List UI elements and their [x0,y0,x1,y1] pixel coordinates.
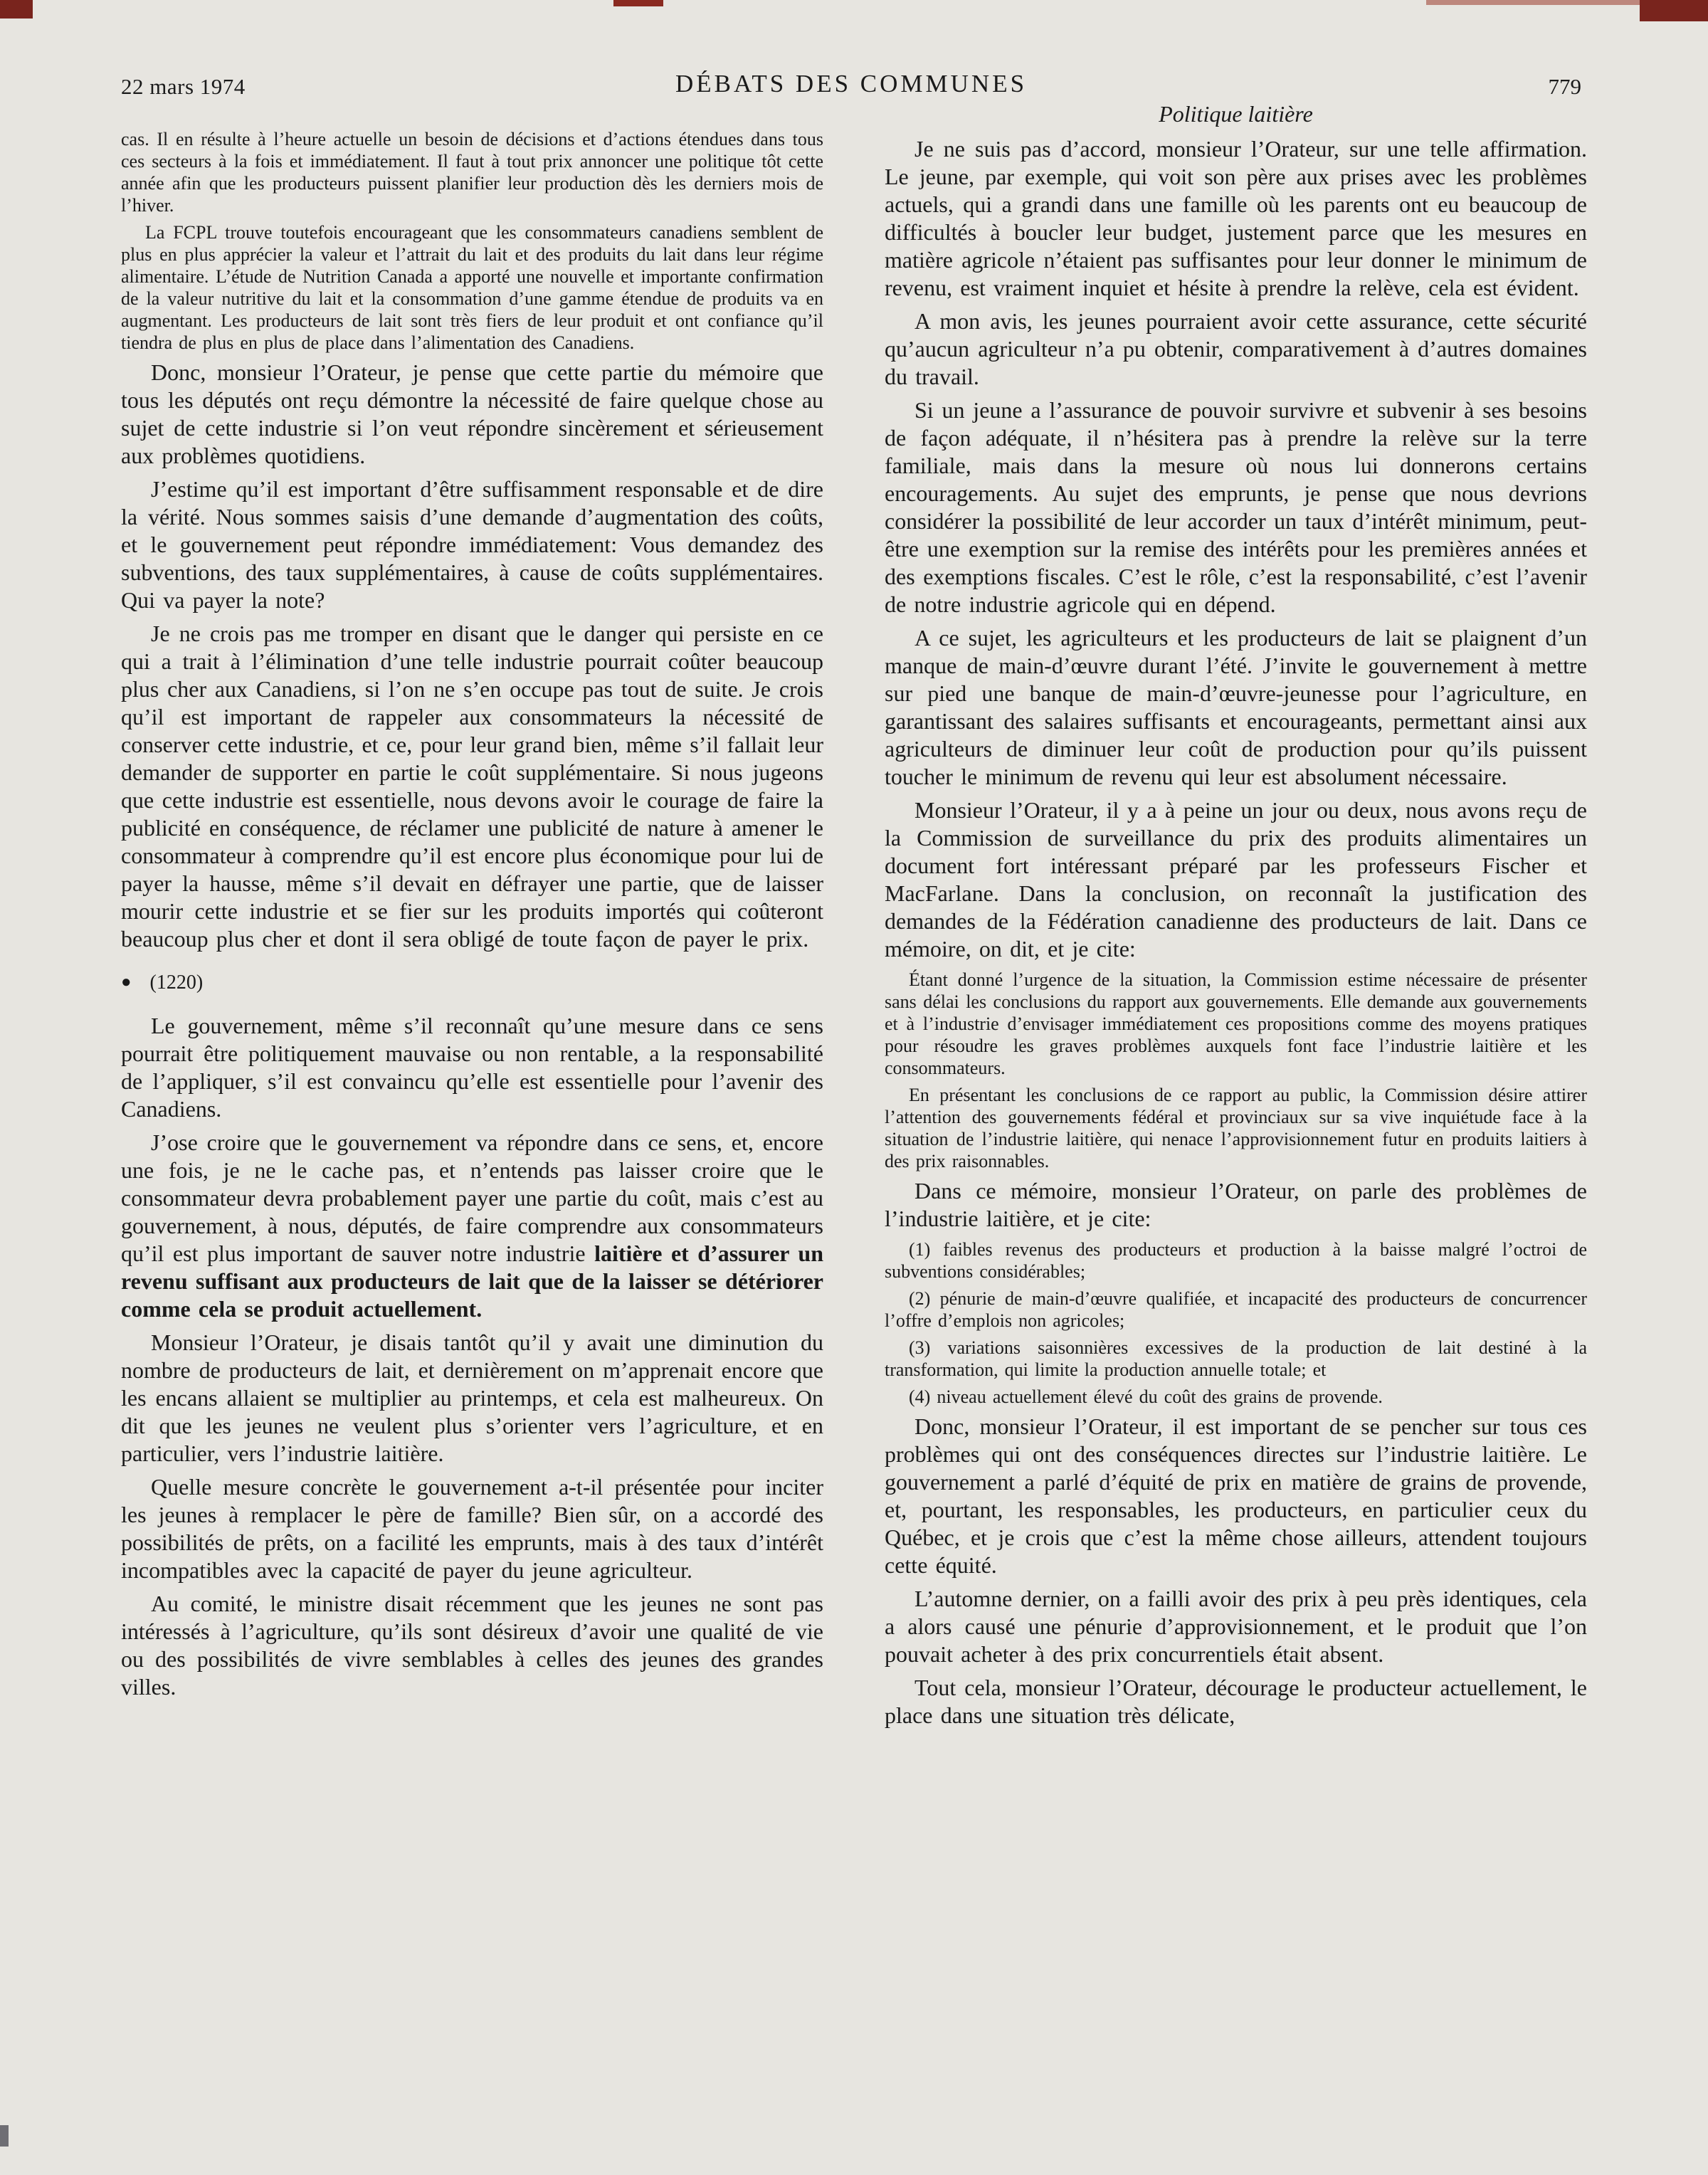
list-item: (3) variations saisonnières excessives de la production de lait destiné à la transformation, qui limite la production annuelle totale; et [885,1337,1587,1380]
paragraph: J’estime qu’il est important d’être suffisamment responsable et de dire la vérité. Nous sommes saisis d’une demande d’augmentation des coûts, et le gouvernement peut répondre immédiatement: Vous demandez des subventions, des taux supplémentaires, à cause de coûts supplémentaires. Qui va payer la note? [121,476,823,613]
paragraph: Le gouvernement, même s’il reconnaît qu’une mesure dans ce sens pourrait être politiquement mauvaise ou non rentable, a la responsabilité de l’appliquer, s’il est convaincu qu’elle est essentielle pour l’avenir des Canadiens. [121,1013,823,1122]
scan-artifact-top-edge [1426,0,1640,5]
paragraph-run-bold: laitière et d’assurer un revenu suffisant aux producteurs de lait que de la laisser se détériorer comme cela se produit actuellement. [121,1241,823,1322]
paragraph: L’automne dernier, on a failli avoir des prix à peu près identiques, cela a alors causé une pénurie d’approvisionnement, et le produit que l’on pouvait acheter à des prix concurrentiels était absent. [885,1586,1587,1667]
paragraph: Je ne crois pas me tromper en disant que le danger qui persiste en ce qui a trait à l’élimination d’une telle industrie pourrait coûter beaucoup plus cher aux Canadiens, si l’on ne s’en occupe pas tout de suite. Je crois qu’il est important de rappeler aux consommateurs la nécessité de conserver cette industrie, et ce, pour leur grand bien, même s’il fallait leur demander de supporter en partie le coût supplémentaire. Si nous jugeons que cette industrie est essentielle, nous devons avoir le courage de faire la publicité en conséquence, de réclamer une publicité de nature à amener le consommateur à comprendre qu’il est encore plus économique pour lui de payer la hausse, même s’il devait en défrayer une partie, que de laisser mourir cette industrie et se fier sur les produits importés qui coûteront beaucoup plus cher et dont il sera obligé de toute façon de payer le prix. [121,621,823,952]
scan-artifact-top-left [0,0,33,19]
list-item: (2) pénurie de main-d’œuvre qualifiée, et incapacité des producteurs de concurrencer l’offre d’emplois non agricoles; [885,1288,1587,1331]
header-page-number: 779 [1548,74,1581,99]
section-heading: Politique laitière [1159,101,1313,127]
paragraph-small: La FCPL trouve toutefois encourageant que les consommateurs canadiens semblent de plus en plus apprécier la valeur et l’attrait du lait et des produits du lait dans leur régime alimentaire. L’étude de Nutrition Canada a apporté une nouvelle et importante confirmation de la valeur nutritive du lait et la consommation d’une gamme étendue de produits va en augmentant. Les producteurs de lait sont très fiers de leur produit et ont confiance qu’il tiendra de plus en plus de place dans l’alimentation des Canadiens. [121,222,823,353]
scan-artifact-top-right [1640,0,1708,21]
paragraph: Quelle mesure concrète le gouvernement a-t-il présentée pour inciter les jeunes à remplacer le père de famille? Bien sûr, on a accordé des possibilités de prêts, on a facilité les emprunts, mais à des taux d’intérêt incompatibles avec la capacité de payer du jeune agriculteur. [121,1474,823,1583]
time-marker-label: (1220) [149,971,204,994]
paragraph: Monsieur l’Orateur, je disais tantôt qu’il y avait une diminution du nombre de producteurs de lait, et dernièrement on m’apprenait encore que les encans allaient se multiplier au printemps, et cela est malheureux. On dit que les jeunes ne veulent plus s’orienter vers l’agriculture, et en particulier, vers l’industrie laitière. [121,1329,823,1466]
paragraph: Si un jeune a l’assurance de pouvoir survivre et subvenir à ses besoins de façon adéquate, il n’hésitera pas à prendre la relève sur la terre familiale, mais dans la mesure où nous lui donnerons certains encouragements. Au sujet des emprunts, je pense que nous devrions considérer la possibilité de leur accorder un taux d’intérêt minimum, peut-être une exemption sur la remise des intérêts pour les premières années et des exemptions fiscales. C’est le rôle, c’est la responsabilité, c’est l’avenir de notre industrie agricole qui en dépend. [885,397,1587,617]
list-item: (4) niveau actuellement élevé du coût des grains de provende. [909,1386,1383,1407]
bullet-icon: ● [121,973,132,991]
paragraph: Dans ce mémoire, monsieur l’Orateur, on parle des problèmes de l’industrie laitière, et je cite: [885,1178,1587,1231]
right-column [885,100,1587,1735]
scan-artifact-top-center [613,0,663,6]
content-columns [121,100,1587,1735]
header-date: 22 mars 1974 [121,74,246,99]
paragraph: Donc, monsieur l’Orateur, je pense que cette partie du mémoire que tous les députés ont reçu démontre la nécessité de faire quelque chose au sujet de cette industrie si l’on veut répondre sincèrement et sérieusement aux problèmes quotidiens. [121,359,823,468]
paragraph-run-normal: J’ose croire que le gouvernement va répondre dans ce sens, et, encore une fois, je ne le cache pas, et n’entends pas laisser croire que le consommateur devra probablement payer une partie du coût, mais c’est au gouvernement, à nous, députés, de faire comprendre aux consommateurs qu’il est plus important de sauver notre industrie [121,1129,823,1266]
page-header [121,70,1581,101]
paragraph: Au comité, le ministre disait récemment que les jeunes ne sont pas intéressés à l’agriculture, qu’ils sont désireux d’avoir une qualité de vie ou des possibilités de vivre semblables à celles des jeunes des grandes villes. [121,1591,823,1700]
paragraph: A mon avis, les jeunes pourraient avoir cette assurance, cette sécurité qu’aucun agriculteur n’a pu obtenir, comparativement à d’autres domaines du travail. [885,308,1587,389]
paragraph: Monsieur l’Orateur, il y a à peine un jour ou deux, nous avons reçu de la Commission de surveillance du prix des produits alimentaires un document fort intéressant préparé par les professeurs Fischer et MacFarlane. Dans la conclusion, on reconnaît la justification des demandes de la Fédération canadienne des producteurs de lait. Dans ce mémoire, on dit, et je cite: [885,797,1587,962]
header-title: DÉBATS DES COMMUNES [675,70,1028,98]
time-marker [121,969,823,996]
quote-small: Étant donné l’urgence de la situation, la Commission estime nécessaire de présenter sans délai les conclusions du rapport aux gouvernements. Elle demande aux gouvernements et à l’industrie d’envisager immédiatement ces propositions comme des moyens pratiques pour résoudre les graves problèmes auxquels font face l’industrie laitière et les consommateurs. [885,969,1587,1078]
list-item: (1) faibles revenus des producteurs et production à la baisse malgré l’octroi de subventions considérables; [885,1239,1587,1282]
paragraph: A ce sujet, les agriculteurs et les producteurs de lait se plaignent d’un manque de main-d’œuvre durant l’été. J’invite le gouvernement à mettre sur pied une banque de main-d’œuvre-jeunesse pour l’agriculture, en garantissant des salaires suffisants et encourageants, permettant ainsi aux agriculteurs de diminuer leur coût de production pour qu’ils puissent toucher le minimum de revenu qui leur est absolument nécessaire. [885,625,1587,789]
paragraph: Je ne suis pas d’accord, monsieur l’Orateur, sur une telle affirmation. Le jeune, par exemple, qui voit son père aux prises avec les problèmes actuels, qui a grandi dans une famille où les parents ont eu beaucoup de difficultés à boucler leur budget, justement parce que les mesures en matière agricole n’étaient pas suffisantes pour leur donner le minimum de revenu, est vraiment inquiet et hésite à prendre la relève, cela est évident. [885,136,1587,300]
paragraph: Donc, monsieur l’Orateur, il est important de se pencher sur tous ces problèmes qui ont des conséquences directes sur l’industrie laitière. Le gouvernement a parlé d’équité de prix en matière de grains de provende, et, pourtant, les responsables, les producteurs, en particulier ceux du Québec, et je crois que c’est la même chose ailleurs, attendent toujours cette équité. [885,1413,1587,1578]
left-column [121,100,823,1735]
paragraph [121,1129,823,1323]
quote-small: En présentant les conclusions de ce rapport au public, la Commission désire attirer l’attention des gouvernements fédéral et provinciaux sur sa vive inquiétude face à la situation de l’industrie laitière, qui nenace l’approvisionnement futur en produits laitiers à des prix raisonnables. [885,1085,1587,1171]
paragraph-continuation-small: cas. Il en résulte à l’heure actuelle un besoin de décisions et d’actions étendues dans tous ces secteurs à la fois et immédiatement. Il faut à tout prix annoncer une politique tôt cette année afin que les producteurs puissent planifier leur production dès les derniers mois de l’hiver. [121,129,823,216]
scan-artifact-bottom-left [0,2125,9,2147]
paragraph: Tout cela, monsieur l’Orateur, décourage le producteur actuellement, le place dans une situation très délicate, [885,1675,1587,1728]
